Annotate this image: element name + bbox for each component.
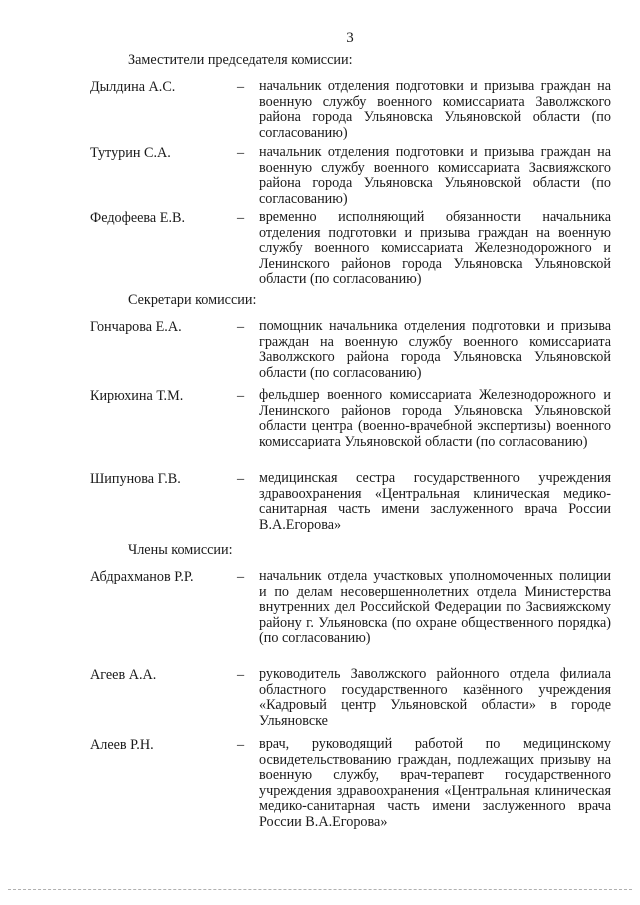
member-description: медицинская сестра государственного учреждения здравоохранения «Центральная клиническая медико-санитарная часть имени заслуженного врача России В.А.Егорова» [259,470,611,533]
member-name: Шипунова Г.В. [90,471,181,487]
member-name: Гончарова Е.А. [90,319,182,335]
member-name: Дылдина А.С. [90,79,176,95]
dash: – [237,319,245,335]
member-description: помощник начальника отделения подготовки и призыва граждан на военную службу военного комиссариата Заволжского района города Ульяновска Ульяновской области (по согласованию) [259,318,611,381]
member-description: врач, руководящий работой по медицинскому освидетельствованию граждан, подлежащих призыву на военную службу, врач-терапевт государственного учреждения здравоохранения «Центральная клиническая медико-санитарная часть имени заслуженного врача России В.А.Егорова» [259,736,611,830]
member-name: Алеев Р.Н. [90,737,154,753]
dash: – [237,569,245,585]
dash: – [237,79,245,95]
section-heading-secretaries: Секретари комиссии: [128,292,257,308]
member-description: временно исполняющий обязанности начальника отделения подготовки и призыва граждан на военную службу военного комиссариата Железнодорожного и Ленинского районов города Ульяновска Ульяновской области (по согласованию) [259,209,611,288]
section-heading-members: Члены комиссии: [128,542,233,558]
dash: – [237,145,245,161]
member-description: начальник отделения подготовки и призыва граждан на военную службу военного комиссариата Заволжского района города Ульяновска Ульяновской области (по согласованию) [259,78,611,141]
member-name: Абдрахманов Р.Р. [90,569,194,585]
dash: – [237,737,245,753]
dash: – [237,667,245,683]
member-description: фельдшер военного комиссариата Железнодорожного и Ленинского районов города Ульяновска Ульяновской области центра (военно-врачебной экспертизы) военного комиссариата Ульяновской области (по согласованию) [259,387,611,450]
section-heading-deputies: Заместители председателя комиссии: [128,52,353,68]
page-bottom-edge [8,889,632,890]
dash: – [237,471,245,487]
member-name: Федофеева Е.В. [90,210,185,226]
member-description: начальник отделения подготовки и призыва граждан на военную службу военного комиссариата Засвияжского района города Ульяновска Ульяновской области (по согласованию) [259,144,611,207]
member-description: руководитель Заволжского районного отдела филиала областного государственного казённого учреждения «Кадровый центр Ульяновской области» в городе Ульяновске [259,666,611,729]
dash: – [237,388,245,404]
dash: – [237,210,245,226]
member-name: Тутурин С.А. [90,145,171,161]
member-name: Кирюхина Т.М. [90,388,184,404]
member-description: начальник отдела участковых уполномоченных полиции и по делам несовершеннолетних отдела Министерства внутренних дел Российской Федерации по Засвияжскому району г. Ульяновска (по охране общественного порядка) (по согласованию) [259,568,611,647]
page-number: 3 [346,30,354,46]
member-name: Агеев А.А. [90,667,157,683]
